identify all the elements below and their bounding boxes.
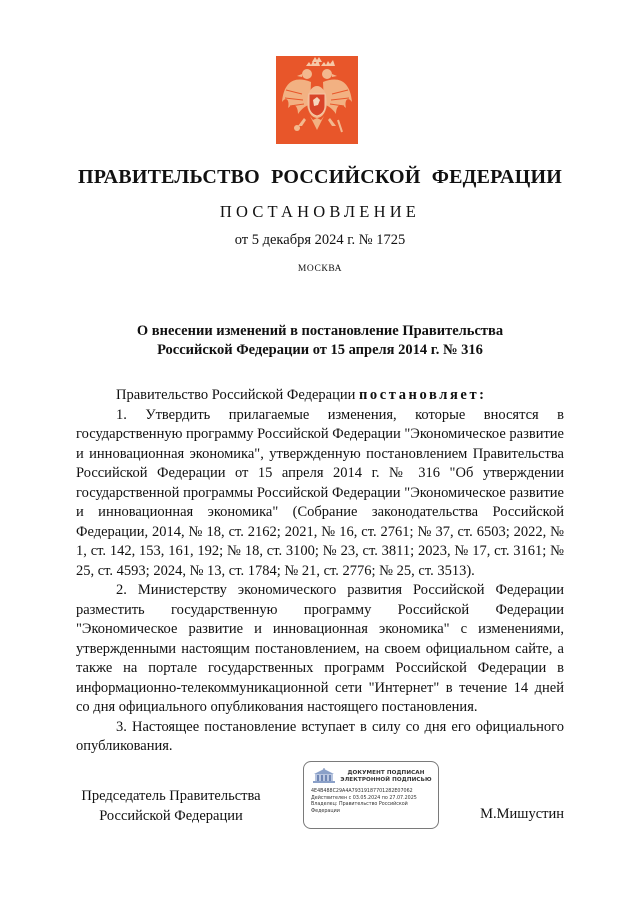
- government-building-icon: [312, 768, 336, 784]
- stamp-title: [340, 770, 432, 784]
- document-body: [76, 386, 564, 757]
- government-title: ПРАВИТЕЛЬСТВО РОССИЙСКОЙ ФЕДЕРАЦИИ: [78, 166, 562, 188]
- document-city: МОСКВА: [297, 264, 343, 274]
- document-type: ПОСТАНОВЛЕНИЕ: [219, 202, 421, 221]
- signatory-position-line-1: Председатель Правительства: [81, 788, 261, 804]
- intro-prefix: Правительство Российской Федерации: [116, 387, 359, 403]
- signatory-name: М.Мишустин: [480, 806, 564, 822]
- stamp-owner-line-1: Владелец: Правительство Российской: [311, 802, 408, 808]
- item-3-paragraph: 3. Настоящее постановление вступает в силу со дня его официального опубликования.: [76, 718, 564, 754]
- signatory-position-line-2: Российской Федерации: [99, 807, 243, 824]
- signatory-position: [76, 787, 266, 826]
- stamp-owner-line-2: Федерации: [311, 808, 340, 814]
- subject-line-2: Российской Федерации от 15 апреля 2014 г. № 316: [157, 342, 483, 358]
- subject-line-1: О внесении изменений в постановление Правительства: [136, 323, 504, 339]
- stamp-details: [311, 789, 435, 815]
- stamp-certificate: 4E4B488C29A4A79319187701282E07062: [311, 789, 413, 794]
- document-subject: [0, 322, 640, 360]
- stamp-title-line-1: ДОКУМЕНТ ПОДПИСАН: [347, 770, 425, 776]
- document-date-number: от 5 декабря 2024 г. № 1725: [234, 232, 406, 248]
- electronic-signature-stamp: [303, 761, 439, 829]
- item-2-paragraph: 2. Министерству экономического развития Российской Федерации разместить государственную программу Российской Федерации "Экономическое развитие и инновационная экономика" с изменениями, утвержденными настоящим постановлением, на своем официальном сайте, а также на портале государственных программ Российской Федерации в информационно-телекоммуникационной сети "Интернет" в течение 14 дней со дня официального опубликования настоящего постановления.: [76, 582, 564, 715]
- intro-paragraph: [76, 386, 564, 406]
- coat-of-arms-emblem: [276, 56, 358, 144]
- item-1-paragraph: 1. Утвердить прилагаемые изменения, которые вносятся в государственную программу Российской Федерации "Экономическое развитие и инновационная экономика", утвержденную постановлением Правительства Российской Федерации от 15 апреля 2014 г. № 316 "Об утверждении государственной программы Российской Федерации "Экономическое развитие и инновационная экономика" (Собрание законодательства Российской Федерации, 2014, № 18, ст. 2162; 2021, № 16, ст. 2761; № 37, ст. 6503; 2022, № 1, ст. 142, 153, 161, 192; № 18, ст. 3100; № 23, ст. 3811; 2023, № 17, ст. 3161; № 25, ст. 4593; 2024, № 13, ст. 1784; № 21, ст. 2776; № 25, ст. 3513).: [76, 406, 564, 579]
- russian-coat-of-arms-emblem-icon: [276, 56, 358, 144]
- stamp-validity: Действителен с 03.05.2024 по 27.07.2025: [311, 795, 417, 801]
- stamp-title-line-2: ЭЛЕКТРОННОЙ ПОДПИСЬЮ: [340, 777, 432, 783]
- resolves-word: постановляет:: [358, 387, 487, 403]
